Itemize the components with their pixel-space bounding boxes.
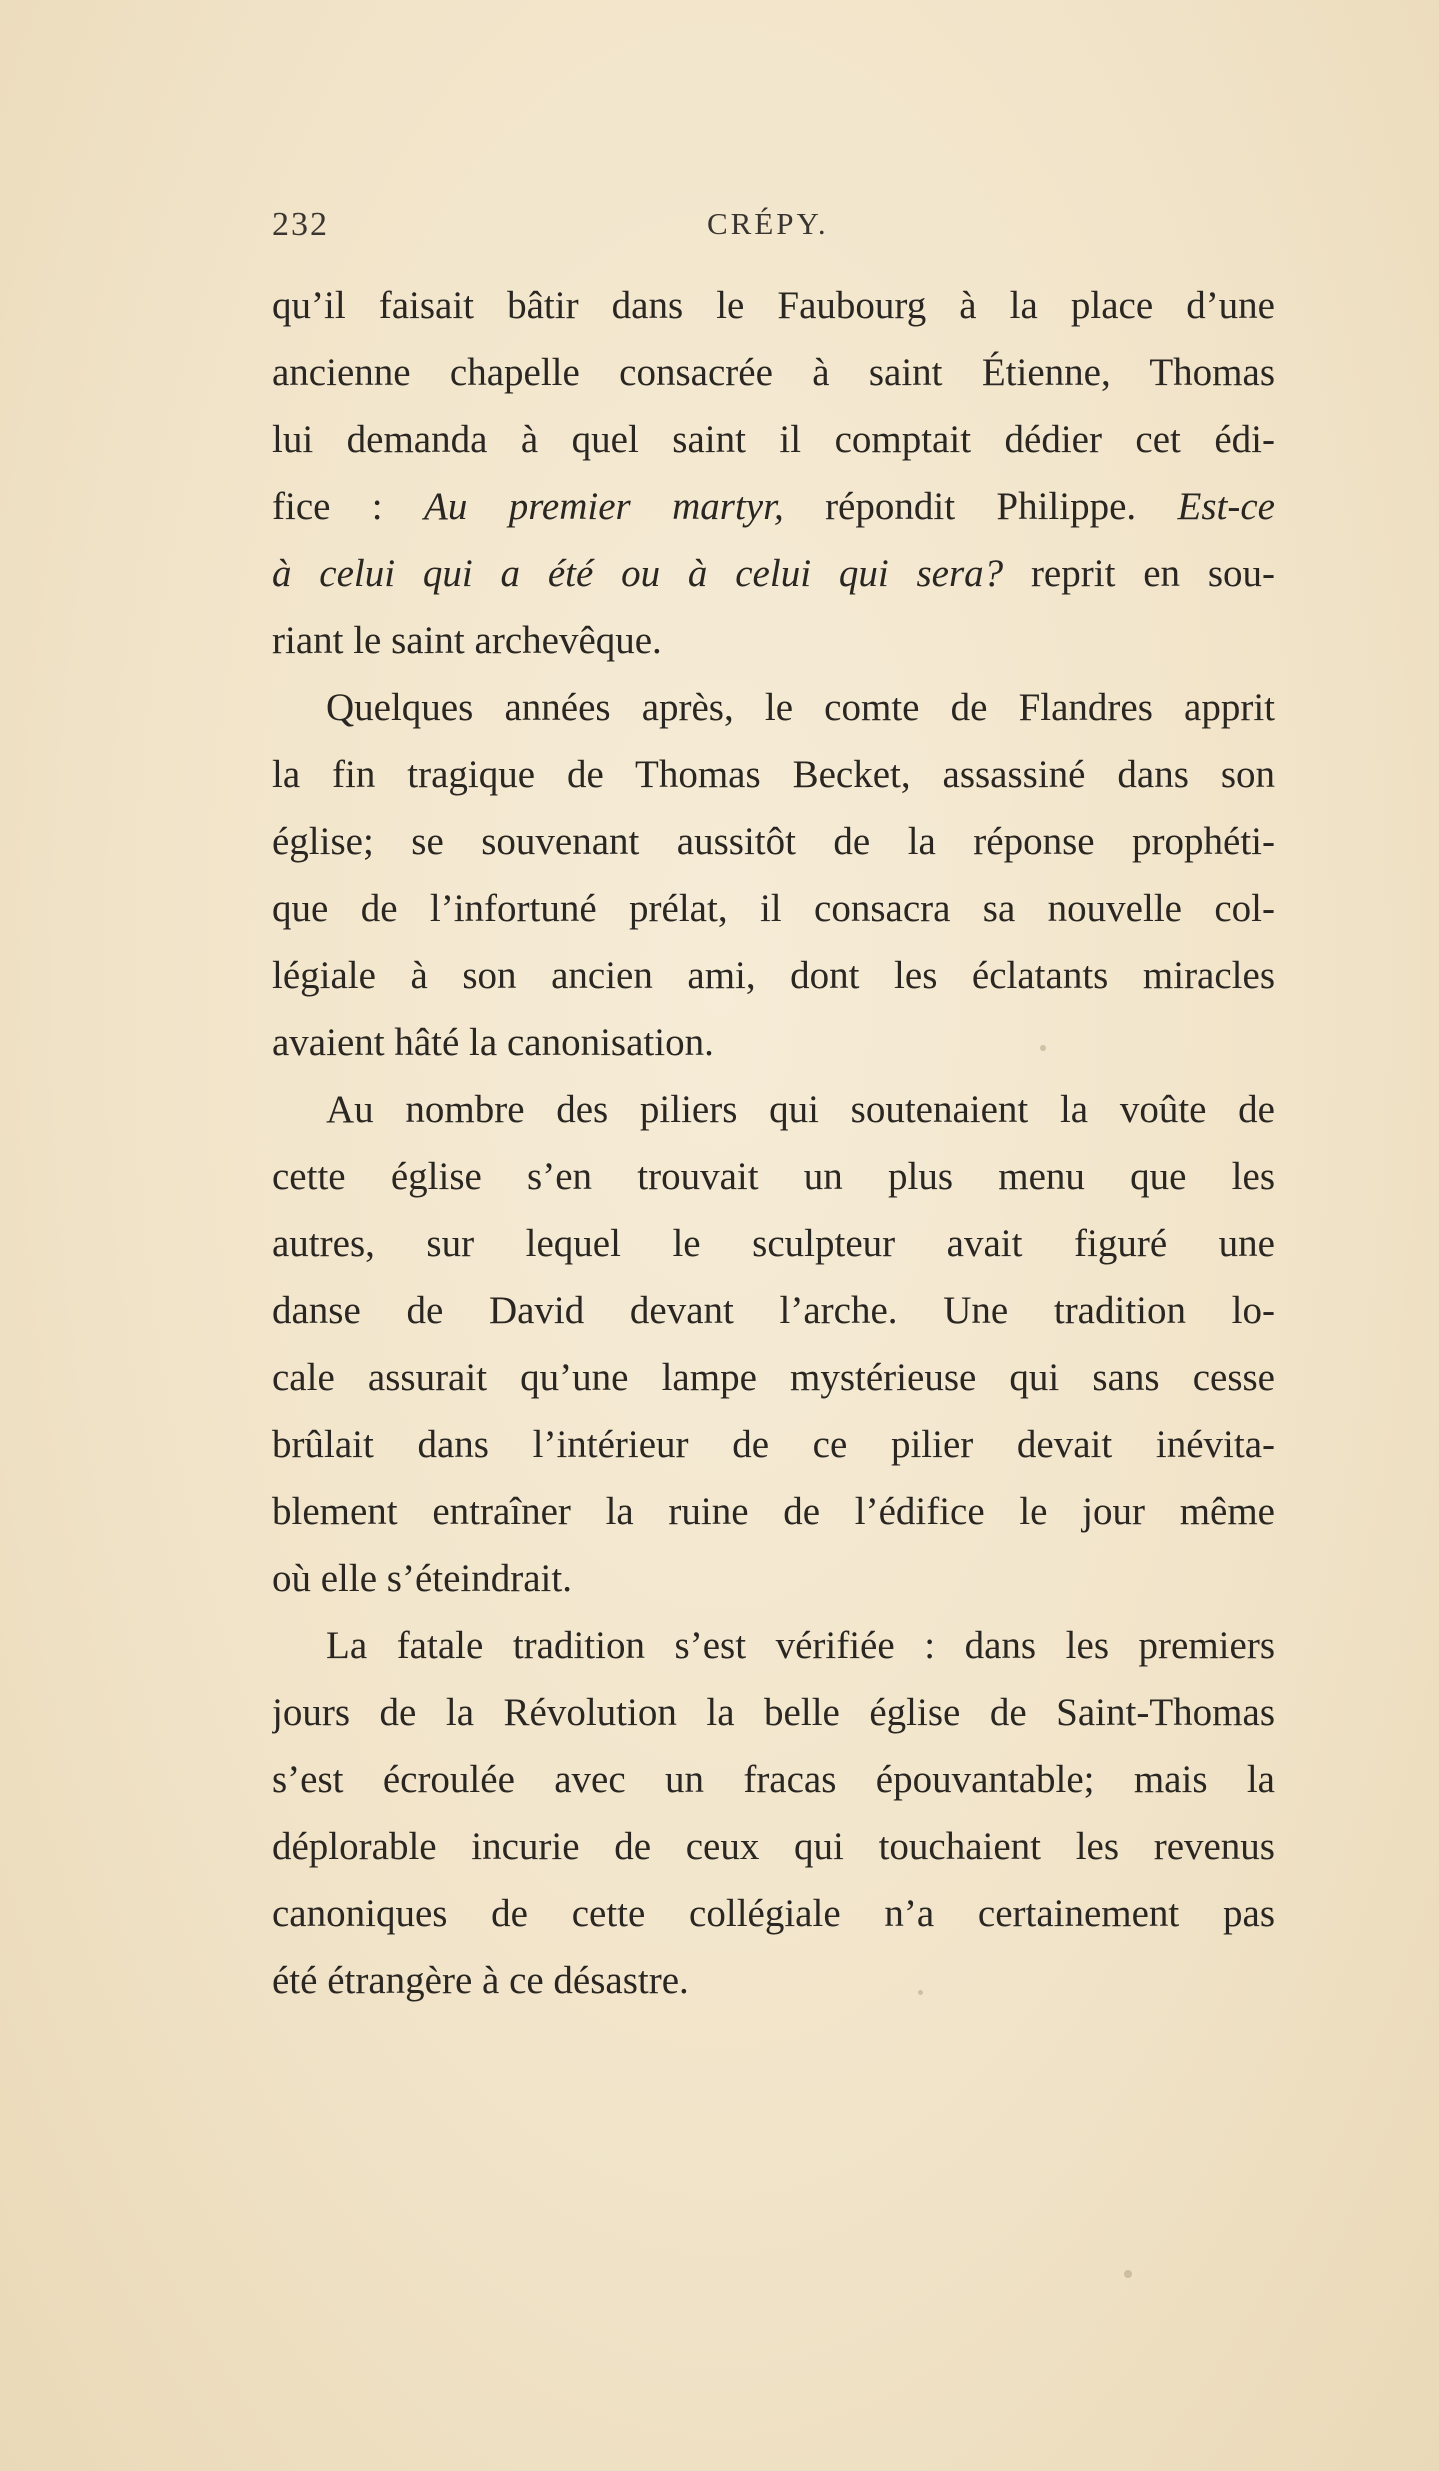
text-segment: La fatale tradition s’est vérifiée : dans les premiers bbox=[326, 1624, 1275, 1667]
italic-text-segment: Est-ce bbox=[1177, 485, 1275, 528]
text-line bbox=[272, 406, 1275, 473]
body-text bbox=[272, 272, 1275, 2014]
text-line bbox=[272, 674, 1275, 741]
text-segment: reprit en sou- bbox=[1003, 552, 1275, 595]
running-head: CRÉPY. bbox=[707, 206, 829, 241]
text-line bbox=[272, 1009, 1275, 1076]
text-line bbox=[272, 1411, 1275, 1478]
text-segment: fice : bbox=[272, 485, 425, 528]
text-line bbox=[272, 1143, 1275, 1210]
text-segment: où elle s’éteindrait. bbox=[272, 1557, 572, 1600]
text-segment: autres, sur lequel le sculpteur avait figuré une bbox=[272, 1222, 1275, 1265]
text-line bbox=[272, 272, 1275, 339]
text-segment: église; se souvenant aussitôt de la réponse prophéti- bbox=[272, 820, 1275, 863]
text-line bbox=[272, 1612, 1275, 1679]
text-segment: jours de la Révolution la belle église de Saint-Thomas bbox=[272, 1691, 1275, 1734]
text-segment: canoniques de cette collégiale n’a certainement pas bbox=[272, 1892, 1275, 1935]
text-line bbox=[272, 1076, 1275, 1143]
page-number: 232 bbox=[272, 206, 329, 243]
text-line bbox=[272, 540, 1275, 607]
text-line bbox=[272, 1545, 1275, 1612]
text-segment: cale assurait qu’une lampe mystérieuse qui sans cesse bbox=[272, 1356, 1275, 1399]
text-segment: lui demanda à quel saint il comptait dédier cet édi- bbox=[272, 418, 1275, 461]
text-line bbox=[272, 1880, 1275, 1947]
text-line bbox=[272, 741, 1275, 808]
text-line bbox=[272, 607, 1275, 674]
text-segment: avaient hâté la canonisation. bbox=[272, 1021, 714, 1064]
text-line bbox=[272, 473, 1275, 540]
text-segment: danse de David devant l’arche. Une tradition lo- bbox=[272, 1289, 1275, 1332]
text-line bbox=[272, 1679, 1275, 1746]
text-line bbox=[272, 1478, 1275, 1545]
text-segment: riant le saint archevêque. bbox=[272, 619, 662, 662]
text-line bbox=[272, 1746, 1275, 1813]
text-segment: été étrangère à ce désastre. bbox=[272, 1959, 689, 2002]
text-line bbox=[272, 875, 1275, 942]
text-line bbox=[272, 1947, 1275, 2014]
text-line bbox=[272, 1277, 1275, 1344]
italic-text-segment: Au premier martyr, bbox=[424, 485, 784, 528]
text-line bbox=[272, 942, 1275, 1009]
paper-fleck bbox=[918, 1990, 923, 1995]
text-line bbox=[272, 1344, 1275, 1411]
text-segment: Au nombre des piliers qui soutenaient la voûte de bbox=[326, 1088, 1275, 1131]
text-segment: répondit Philippe. bbox=[783, 485, 1178, 528]
text-line bbox=[272, 1210, 1275, 1277]
text-segment: que de l’infortuné prélat, il consacra sa nouvelle col- bbox=[272, 887, 1275, 930]
text-segment: Quelques années après, le comte de Flandres apprit bbox=[326, 686, 1275, 729]
text-segment: déplorable incurie de ceux qui touchaient les revenus bbox=[272, 1825, 1275, 1868]
text-segment: cette église s’en trouvait un plus menu que les bbox=[272, 1155, 1275, 1198]
text-line bbox=[272, 808, 1275, 875]
italic-text-segment: à celui qui a été ou à celui qui sera? bbox=[272, 552, 1004, 595]
text-segment: légiale à son ancien ami, dont les éclatants miracles bbox=[272, 954, 1275, 997]
text-segment: la fin tragique de Thomas Becket, assassiné dans son bbox=[272, 753, 1275, 796]
text-line bbox=[272, 1813, 1275, 1880]
text-segment: ancienne chapelle consacrée à saint Étienne, Thomas bbox=[272, 351, 1275, 394]
paper-fleck bbox=[1124, 2270, 1132, 2278]
paper-fleck bbox=[1040, 1045, 1046, 1051]
text-line bbox=[272, 339, 1275, 406]
text-segment: s’est écroulée avec un fracas épouvantable; mais la bbox=[272, 1758, 1275, 1801]
text-segment: blement entraîner la ruine de l’édifice le jour même bbox=[272, 1490, 1275, 1533]
text-segment: brûlait dans l’intérieur de ce pilier devait inévita- bbox=[272, 1423, 1275, 1466]
text-segment: qu’il faisait bâtir dans le Faubourg à la place d’une bbox=[272, 284, 1275, 327]
